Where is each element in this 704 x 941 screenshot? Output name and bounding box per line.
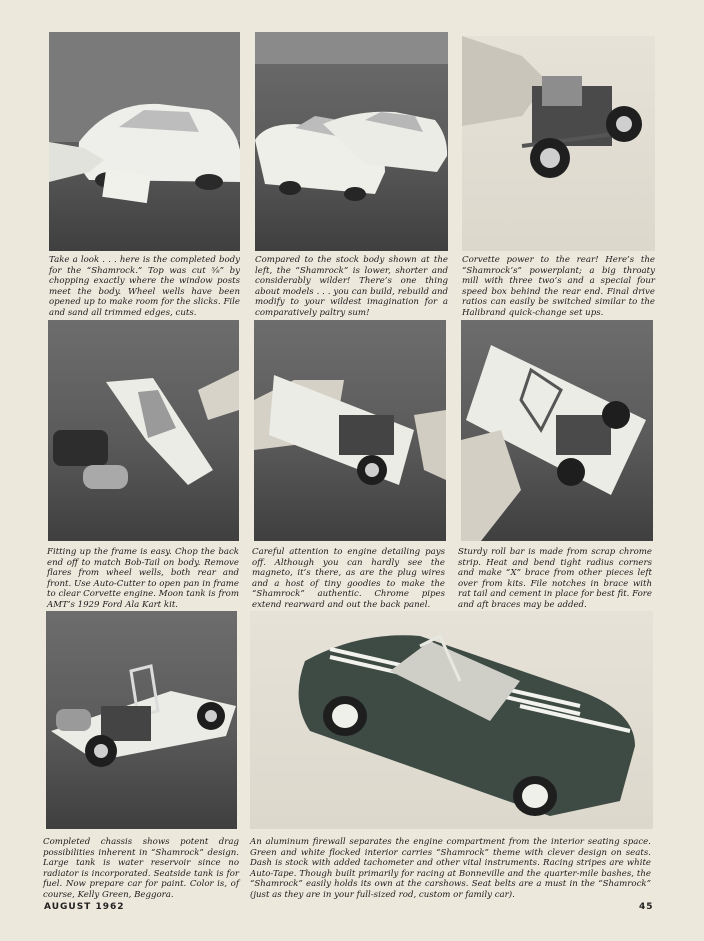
photo-finished-shamrock-car xyxy=(250,611,653,829)
caption-completed-chassis: Completed chassis shows potent drag possibilities inherent in “Shamrock” design. Large tank is water reservoir since no radiator is incorporated. Seatside tank is for fuel. Now prepare car for paint. Color is, of course, Kelly Green, Beggora. xyxy=(43,837,239,900)
photo-corvette-powerplant xyxy=(462,36,655,251)
caption-engine-detailing: Careful attention to engine detailing pays off. Although you can hardly see the magneto, it’s there, as are the plug wires and a host of tiny goodies to make the “Shamrock” authentic. Chrome pipes extend rearward and out the back panel. xyxy=(252,547,445,610)
caption-frame-fitting: Fitting up the frame is easy. Chop the back end off to match Bob-Tail on body. Remove flares from wheel wells, both rear and front. Use Auto-Cutter to open pan in frame to clear Corvette engine. Moon tank is from AMT’s 1929 Ford Ala Kart kit. xyxy=(47,547,239,610)
photo-stock-body-comparison xyxy=(255,32,448,251)
issue-date: AUGUST 1962 xyxy=(44,902,125,912)
photo-completed-body xyxy=(49,32,240,251)
caption-stock-body: Compared to the stock body shown at the left, the “Shamrock” is lower, shorter and considerably wilder! There’s one thing about models . . . you can build, rebuild and modify to your wildest imagination for a comparatively paltry sum! xyxy=(255,255,448,318)
caption-finished-car: An aluminum firewall separates the engine compartment from the interior seating space. Green and white flocked interior carries “Shamrock” theme with clever design on seats. Dash is stock with added tachometer and other vital instruments. Racing stripes are white Auto-Tape. Though built primarily for racing at Bonneville and the quarter-mile bashes, the “Shamrock” easily holds its own at the carshows. Seat belts are a must in the “Shamrock” (just as they are in your full-sized rod, custom or family car). xyxy=(250,837,651,900)
caption-powerplant: Corvette power to the rear! Here’s the “Shamrock’s” powerplant; a big throaty mill with three two’s and a special four speed box behind the rear end. Final drive ratios can easily be switched similar to the Halibrand quick-change set ups. xyxy=(462,255,655,318)
photo-frame-fitting xyxy=(48,320,239,541)
photo-completed-chassis xyxy=(46,611,237,829)
photo-roll-bar xyxy=(461,320,653,541)
page-number: 45 xyxy=(639,902,654,912)
caption-roll-bar: Sturdy roll bar is made from scrap chrome strip. Heat and bend tight radius corners and make “X” brace from other pieces left over from kits. File notches in brace with rat tail and cement in place for best fit. Fore and aft braces may be added. xyxy=(458,547,652,610)
caption-completed-body: Take a look . . . here is the completed body for the “Shamrock.” Top was cut ⅝” by chopping exactly where the window posts meet the body. Wheel wells have been opened up to make room for the slicks. File and sand all trimmed edges, cuts. xyxy=(49,255,240,318)
photo-engine-detailing xyxy=(254,320,446,541)
